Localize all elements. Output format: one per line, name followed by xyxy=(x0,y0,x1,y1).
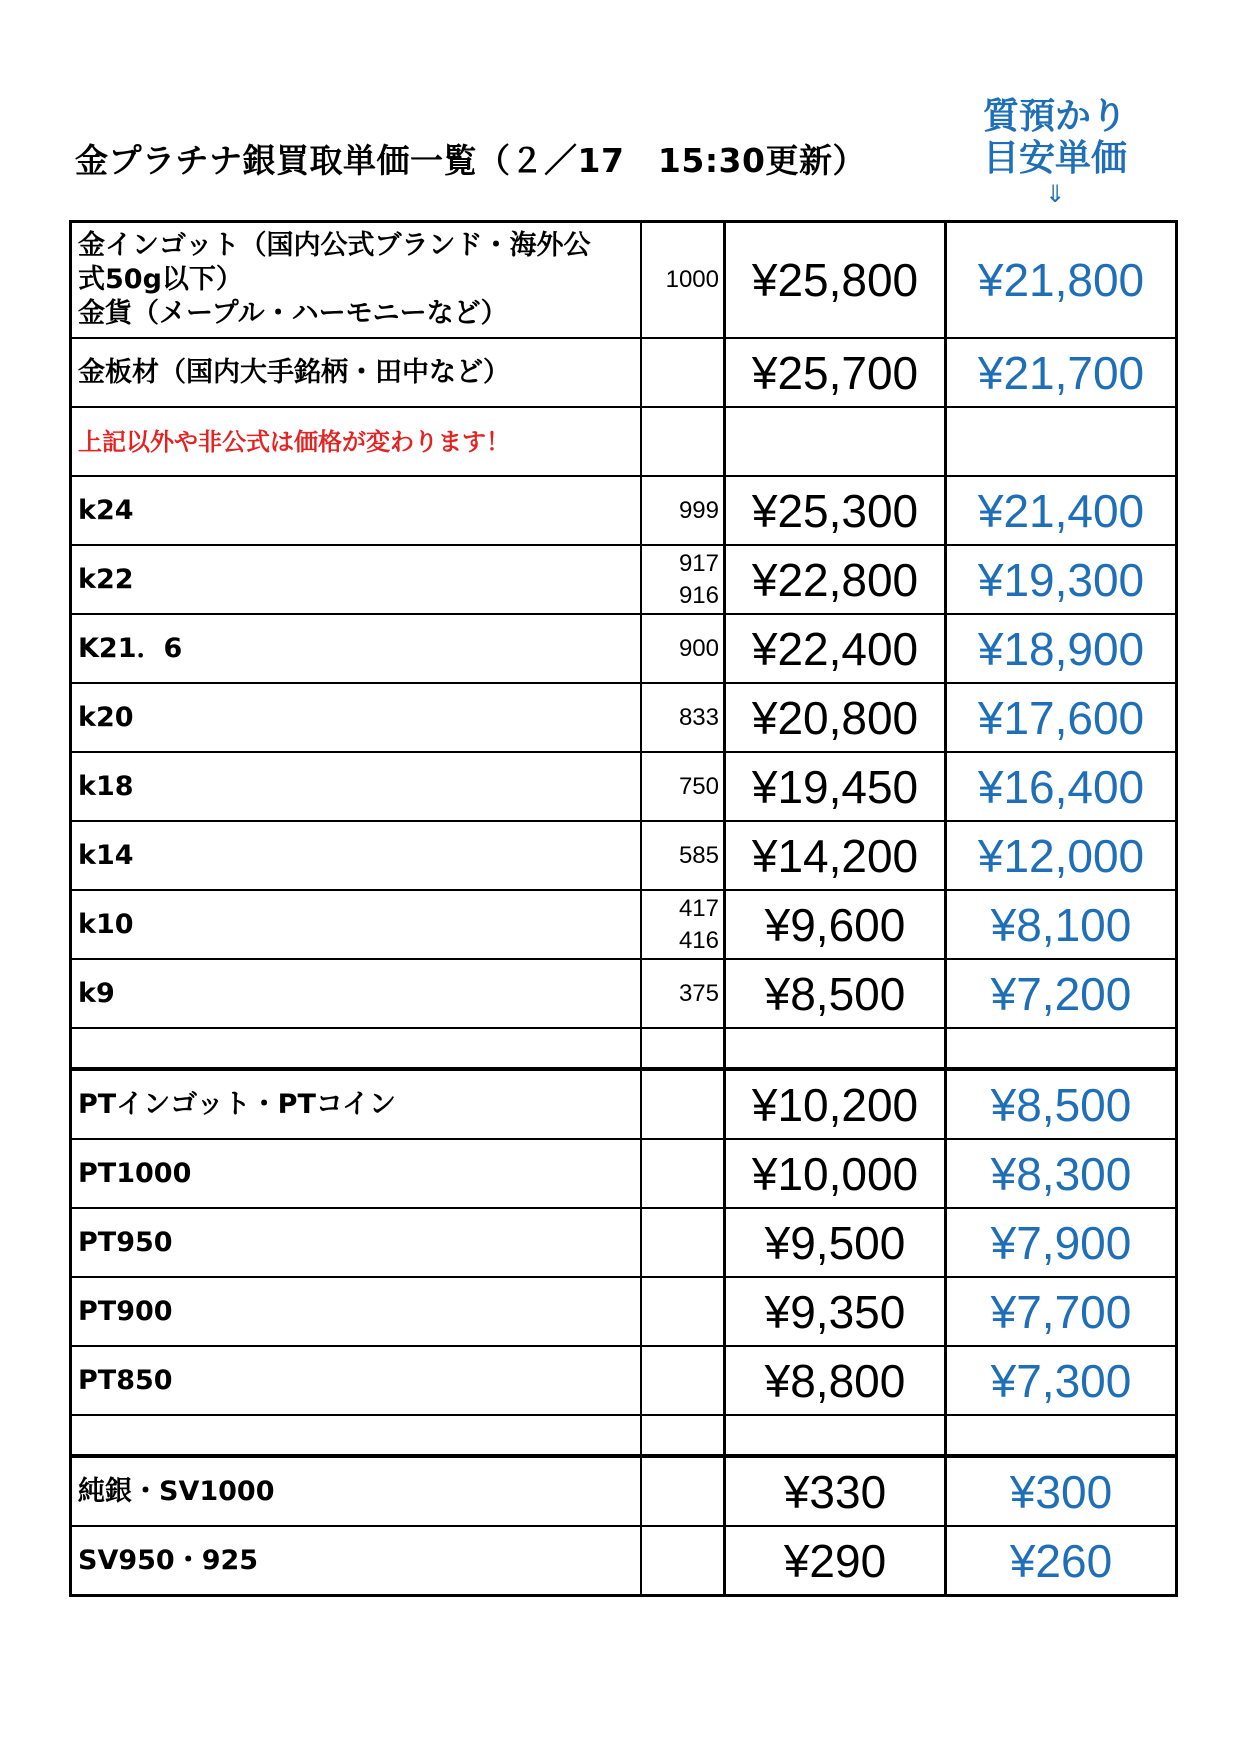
buy-price: ¥19,450 xyxy=(725,752,946,821)
page-title: 金プラチナ銀買取単価一覧（２／17 15:30更新） xyxy=(75,141,866,180)
appraisal-price: ¥7,300 xyxy=(946,1346,1177,1415)
fineness-value: 417 xyxy=(678,894,719,922)
item-name: 純銀・SV1000 xyxy=(71,1456,641,1526)
appraisal-price xyxy=(946,407,1177,476)
fineness xyxy=(641,1208,725,1277)
item-name: PT1000 xyxy=(71,1139,641,1208)
appraisal-price: ¥7,200 xyxy=(946,959,1177,1028)
price-table xyxy=(69,220,1178,1597)
item-name: PTインゴット・PTコイン xyxy=(71,1069,641,1139)
buy-price: ¥9,350 xyxy=(725,1277,946,1346)
buy-price xyxy=(725,407,946,476)
buy-price: ¥20,800 xyxy=(725,683,946,752)
item-name: k24 xyxy=(71,476,641,545)
fineness-value: 416 xyxy=(678,926,719,954)
appraisal-price xyxy=(946,1415,1177,1456)
price-row xyxy=(71,1526,1177,1596)
appraisal-price: ¥8,100 xyxy=(946,890,1177,959)
fineness xyxy=(641,1069,725,1139)
buy-price xyxy=(725,1028,946,1069)
buy-price: ¥290 xyxy=(725,1526,946,1596)
price-row xyxy=(71,222,1177,339)
fineness-value: 375 xyxy=(678,979,719,1007)
price-row xyxy=(71,821,1177,890)
appraisal-price: ¥7,700 xyxy=(946,1277,1177,1346)
fineness-value: 1000 xyxy=(665,266,719,293)
price-row xyxy=(71,890,1177,959)
fineness xyxy=(641,1415,725,1456)
price-row xyxy=(71,1139,1177,1208)
item-name: PT950 xyxy=(71,1208,641,1277)
buy-price: ¥25,300 xyxy=(725,476,946,545)
appraisal-price: ¥19,300 xyxy=(946,545,1177,614)
price-row xyxy=(71,1346,1177,1415)
appraisal-price: ¥260 xyxy=(946,1526,1177,1596)
note-row xyxy=(71,407,1177,476)
fineness xyxy=(641,1346,725,1415)
buy-price: ¥25,700 xyxy=(725,338,946,407)
buy-price: ¥8,500 xyxy=(725,959,946,1028)
item-name-line: 式50g以下） xyxy=(78,264,243,295)
item-name xyxy=(71,1028,641,1069)
price-row xyxy=(71,1456,1177,1526)
appraisal-price: ¥8,300 xyxy=(946,1139,1177,1208)
price-row xyxy=(71,338,1177,407)
buy-price: ¥8,800 xyxy=(725,1346,946,1415)
price-row xyxy=(71,1069,1177,1139)
fineness xyxy=(641,1139,725,1208)
appraisal-price: ¥12,000 xyxy=(946,821,1177,890)
spacer-row xyxy=(71,1415,1177,1456)
fineness-value: 585 xyxy=(678,841,719,869)
fineness xyxy=(641,821,725,890)
fineness xyxy=(641,545,725,614)
appraisal-price: ¥7,900 xyxy=(946,1208,1177,1277)
fineness xyxy=(641,407,725,476)
price-row xyxy=(71,545,1177,614)
buy-price: ¥9,600 xyxy=(725,890,946,959)
price-note: 上記以外や非公式は価格が変わります！ xyxy=(71,407,641,476)
fineness xyxy=(641,1526,725,1596)
fineness-value: 833 xyxy=(678,703,719,731)
price-row xyxy=(71,683,1177,752)
item-name xyxy=(71,222,641,339)
buy-price: ¥25,800 xyxy=(725,222,946,339)
appraisal-header-line2: 目安単価 xyxy=(982,138,1127,179)
fineness xyxy=(641,338,725,407)
item-name: k14 xyxy=(71,821,641,890)
fineness xyxy=(641,614,725,683)
price-row xyxy=(71,476,1177,545)
fineness xyxy=(641,1028,725,1069)
appraisal-price: ¥16,400 xyxy=(946,752,1177,821)
item-name-line: 金インゴット（国内公式ブランド・海外公 xyxy=(78,230,591,261)
fineness xyxy=(641,683,725,752)
fineness xyxy=(641,476,725,545)
appraisal-price-header xyxy=(960,96,1150,208)
fineness xyxy=(641,752,725,821)
price-row xyxy=(71,614,1177,683)
item-name-line: 金貨（メープル・ハーモニーなど） xyxy=(78,298,508,329)
appraisal-price: ¥21,800 xyxy=(946,222,1177,339)
price-row xyxy=(71,1208,1177,1277)
item-name: PT850 xyxy=(71,1346,641,1415)
item-name: k20 xyxy=(71,683,641,752)
fineness-value: 917 xyxy=(678,549,719,577)
appraisal-price: ¥21,700 xyxy=(946,338,1177,407)
price-row xyxy=(71,752,1177,821)
fineness-value: 916 xyxy=(678,581,719,609)
buy-price xyxy=(725,1415,946,1456)
fineness xyxy=(641,959,725,1028)
price-row xyxy=(71,1277,1177,1346)
item-name: SV950・925 xyxy=(71,1526,641,1596)
fineness-value: 750 xyxy=(678,772,719,800)
appraisal-price: ¥21,400 xyxy=(946,476,1177,545)
appraisal-price: ¥18,900 xyxy=(946,614,1177,683)
fineness xyxy=(641,1456,725,1526)
item-name: k18 xyxy=(71,752,641,821)
spacer-row xyxy=(71,1028,1177,1069)
appraisal-price: ¥8,500 xyxy=(946,1069,1177,1139)
buy-price: ¥14,200 xyxy=(725,821,946,890)
item-name: k10 xyxy=(71,890,641,959)
price-row xyxy=(71,959,1177,1028)
fineness-value: 900 xyxy=(678,634,719,662)
fineness-value: 999 xyxy=(678,496,719,524)
appraisal-price: ¥300 xyxy=(946,1456,1177,1526)
fineness xyxy=(641,222,725,339)
down-arrow-icon: ⇓ xyxy=(1044,180,1066,208)
item-name: k9 xyxy=(71,959,641,1028)
buy-price: ¥22,800 xyxy=(725,545,946,614)
appraisal-price xyxy=(946,1028,1177,1069)
item-name: PT900 xyxy=(71,1277,641,1346)
item-name: 金板材（国内大手銘柄・田中など） xyxy=(71,338,641,407)
appraisal-price: ¥17,600 xyxy=(946,683,1177,752)
item-name: K21．6 xyxy=(71,614,641,683)
buy-price: ¥10,000 xyxy=(725,1139,946,1208)
fineness xyxy=(641,1277,725,1346)
item-name: k22 xyxy=(71,545,641,614)
buy-price: ¥10,200 xyxy=(725,1069,946,1139)
fineness xyxy=(641,890,725,959)
buy-price: ¥9,500 xyxy=(725,1208,946,1277)
item-name xyxy=(71,1415,641,1456)
buy-price: ¥330 xyxy=(725,1456,946,1526)
price-table-body xyxy=(71,222,1177,1596)
appraisal-header-line1: 質預かり xyxy=(982,96,1127,137)
buy-price: ¥22,400 xyxy=(725,614,946,683)
